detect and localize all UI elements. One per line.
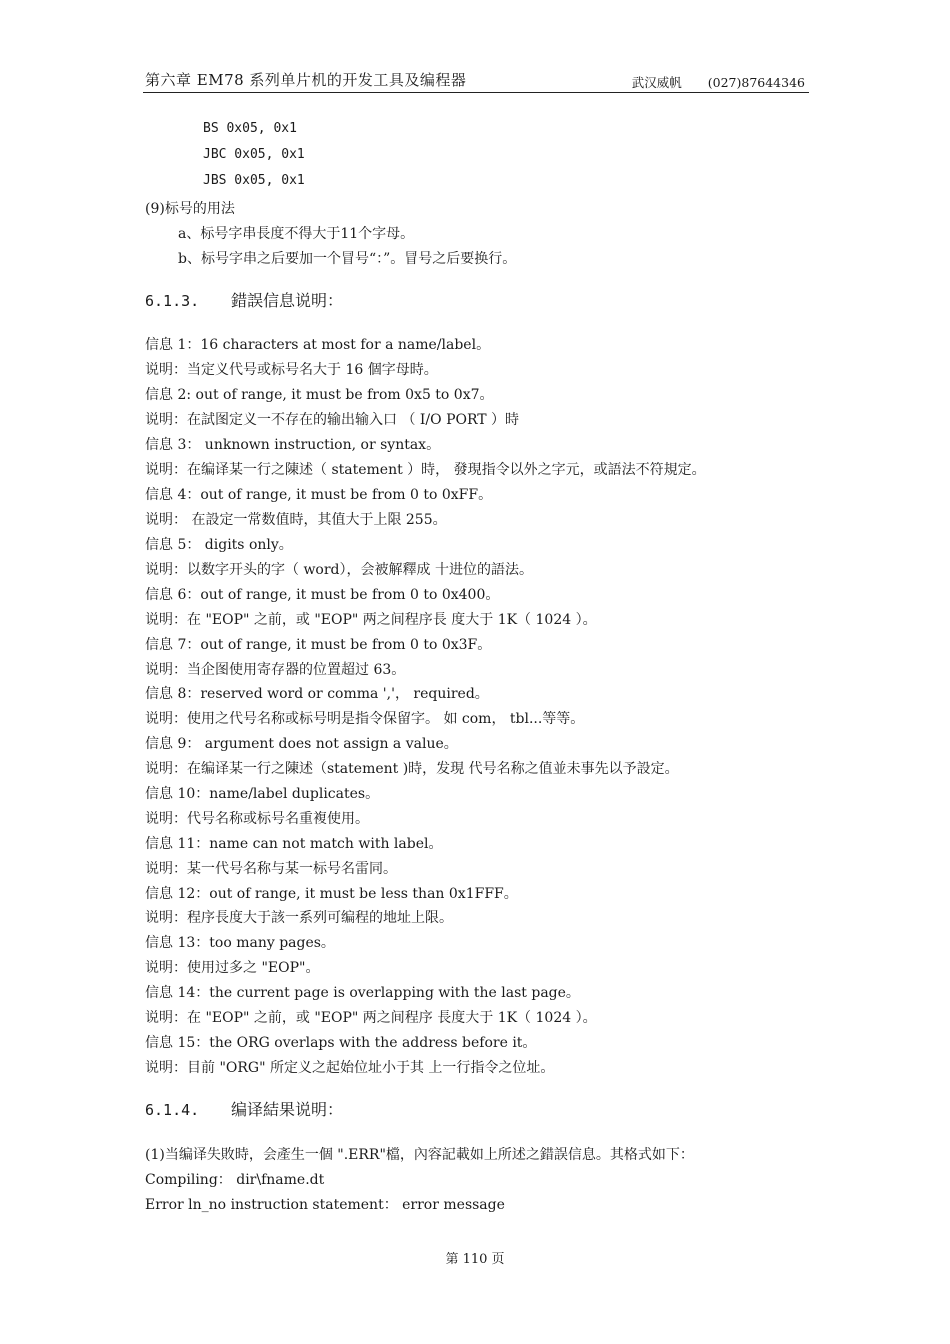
message-line: 说明：程序長度大于該一系列可编程的地址上限。: [145, 910, 453, 926]
message-line: 信息 4：out of range, it must be from 0 to 0xFF。: [145, 487, 493, 503]
message-line: 说明：目前 "ORG" 所定义之起始位址小于其 上一行指令之位址。: [145, 1060, 555, 1076]
message-line: 说明：某一代号名称与某一标号名雷同。: [145, 861, 397, 877]
message-line: 信息 9： argument does not assign a value。: [145, 736, 458, 752]
section-number: 6.1.4.: [145, 1101, 200, 1119]
message-line: 说明：在编译某一行之陳述（statement )時，发現 代号名称之值並未事先以予設定。: [145, 761, 679, 777]
message-line: 信息 11：name can not match with label。: [145, 836, 443, 852]
label-usage-b: b、标号字串之后要加一个冒号“：”。冒号之后要换行。: [178, 251, 517, 267]
code-line: BS 0x05, 0x1: [203, 121, 297, 136]
label-usage-a: a、标号字串長度不得大于11个字母。: [178, 226, 415, 242]
message-line: 说明：使用之代号名称或标号明是指令保留字。 如 com， tbl...等等。: [145, 711, 585, 727]
message-line: 说明：代号名称或标号名重複使用。: [145, 811, 369, 827]
message-line: 信息 12：out of range, it must be less than 0x1FFF。: [145, 886, 518, 902]
message-line: 说明：在 "EOP" 之前，或 "EOP" 两之间程序長 度大于 1K（ 1024 ）。: [145, 612, 597, 628]
message-line: 信息 3： unknown instruction, or syntax。: [145, 437, 441, 453]
message-line: 信息 10：name/label duplicates。: [145, 786, 380, 802]
message-line: 信息 15：the ORG overlaps with the address before it。: [145, 1035, 537, 1051]
result-line: Compiling： dir\fname.dt: [145, 1172, 325, 1188]
message-line: 信息 5： digits only。: [145, 537, 293, 553]
section-heading-614: [145, 1097, 343, 1120]
section-title: 錯誤信息说明：: [231, 291, 344, 310]
message-line: 信息 14：the current page is overlapping with the last page。: [145, 985, 580, 1001]
result-line: (1)当编译失敗時，会產生一個 ".ERR"檔，內容記載如上所述之錯誤信息。其格式如下：: [145, 1147, 694, 1163]
message-line: 说明：当定义代号或标号名大于 16 個字母時。: [145, 362, 438, 378]
message-line: 说明：以数字开头的字（ word），会被解釋成 十进位的語法。: [145, 562, 533, 578]
code-line: JBC 0x05, 0x1: [203, 147, 305, 162]
message-line: 信息 8：reserved word or comma ','， required。: [145, 686, 489, 702]
page-header: [143, 66, 809, 93]
header-phone: (027)87644346: [707, 75, 805, 90]
header-company: 武汉威帆: [631, 75, 682, 90]
message-line: 说明：当企图使用寄存器的位置超过 63。: [145, 662, 406, 678]
message-line: 说明：在 "EOP" 之前，或 "EOP" 两之间程序 長度大于 1K（ 1024 ）。: [145, 1010, 597, 1026]
section-heading-613: [145, 288, 343, 311]
message-line: 信息 13：too many pages。: [145, 935, 335, 951]
header-title: 第六章 EM78 系列单片机的开发工具及编程器: [145, 71, 467, 89]
message-line: 说明：在编译某一行之陳述（ statement ）時， 發現指令以外之字元，或語法不符規定。: [145, 462, 706, 478]
message-line: 信息 7：out of range, it must be from 0 to 0x3F。: [145, 637, 492, 653]
message-line: 信息 2: out of range, it must be from 0x5 to 0x7。: [145, 387, 494, 403]
message-line: 信息 6：out of range, it must be from 0 to 0x400。: [145, 587, 500, 603]
message-line: 信息 1：16 characters at most for a name/label。: [145, 337, 491, 353]
section-title: 编译結果说明：: [231, 1100, 344, 1119]
page-number: 第 110 页: [445, 1252, 505, 1267]
header-contact: [610, 73, 805, 91]
message-line: 说明：使用过多之 "EOP"。: [145, 960, 320, 976]
code-line: JBS 0x05, 0x1: [203, 173, 305, 188]
message-line: 说明： 在設定一常数值時，其值大于上限 255。: [145, 512, 447, 528]
result-line: Error ln_no instruction statement： error message: [145, 1197, 505, 1213]
section-number: 6.1.3.: [145, 292, 200, 310]
label-usage-heading: (9)标号的用法: [145, 201, 235, 217]
message-line: 说明：在試图定义一不存在的输出输入口 （ I/O PORT ）時: [145, 412, 520, 428]
